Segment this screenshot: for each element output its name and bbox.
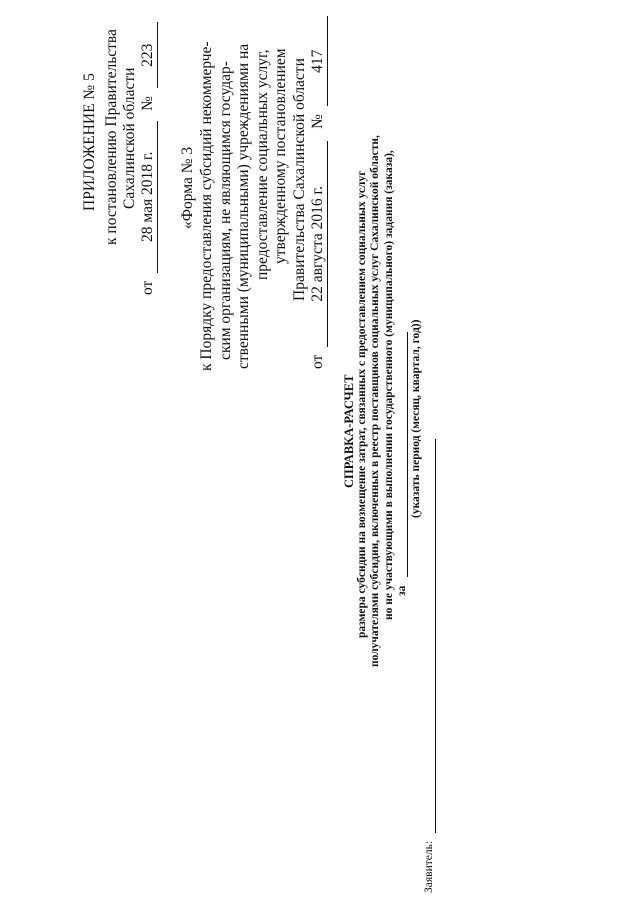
form-date: 22 августа 2016 г.: [310, 141, 328, 347]
form-title: «Форма № 3: [179, 146, 196, 229]
form-line-2: ским организациям, не являющимся государ-: [217, 61, 234, 360]
reference-period-hint: (указать период (месяц, квартал, год)): [410, 319, 422, 518]
reference-title: СПРАВКА-РАСЧЕТ: [342, 374, 356, 488]
reference-period-line: [407, 332, 408, 577]
applicant-label: Заявитель:: [423, 840, 435, 893]
form-line-3: ственными (муниципальными) учреждениями на: [235, 43, 252, 369]
form-number: 417: [310, 16, 328, 106]
appendix-date: 28 мая 2018 г.: [140, 121, 158, 273]
appendix-number: 223: [140, 22, 158, 88]
appendix-date-line: [140, 22, 158, 295]
form-line-1: к Порядку предоставления субсидий некоммерче-: [198, 41, 215, 371]
reference-line-2: получателями субсидии, включенных в реестр поставщиков социальных услуг Сахалинской области,: [369, 135, 381, 667]
appendix-number-label: №: [139, 96, 156, 111]
appendix-line-2: Сахалинской области: [121, 67, 138, 209]
form-line-4: предоставление социальных услуг,: [254, 49, 271, 280]
form-number-label: №: [309, 114, 326, 129]
appendix-title: ПРИЛОЖЕНИЕ № 5: [81, 73, 98, 211]
form-line-5: утвержденному постановлением: [272, 48, 289, 264]
reference-line-1: размера субсидии на возмещение затрат, связанных с предоставлением социальных услуг: [356, 170, 368, 638]
appendix-line-1: к постановлению Правительства: [103, 29, 120, 245]
form-line-6: Правительства Сахалинской области: [291, 58, 308, 301]
form-from-label: от: [309, 354, 326, 369]
reference-line-3: но не участвующими в выполнении государственного (муниципального) задания (заказа),: [383, 150, 395, 620]
appendix-from-label: от: [139, 280, 156, 295]
applicant-signature-line: [435, 439, 436, 833]
reference-period-prefix: за: [396, 585, 408, 596]
form-date-line: [310, 16, 328, 369]
